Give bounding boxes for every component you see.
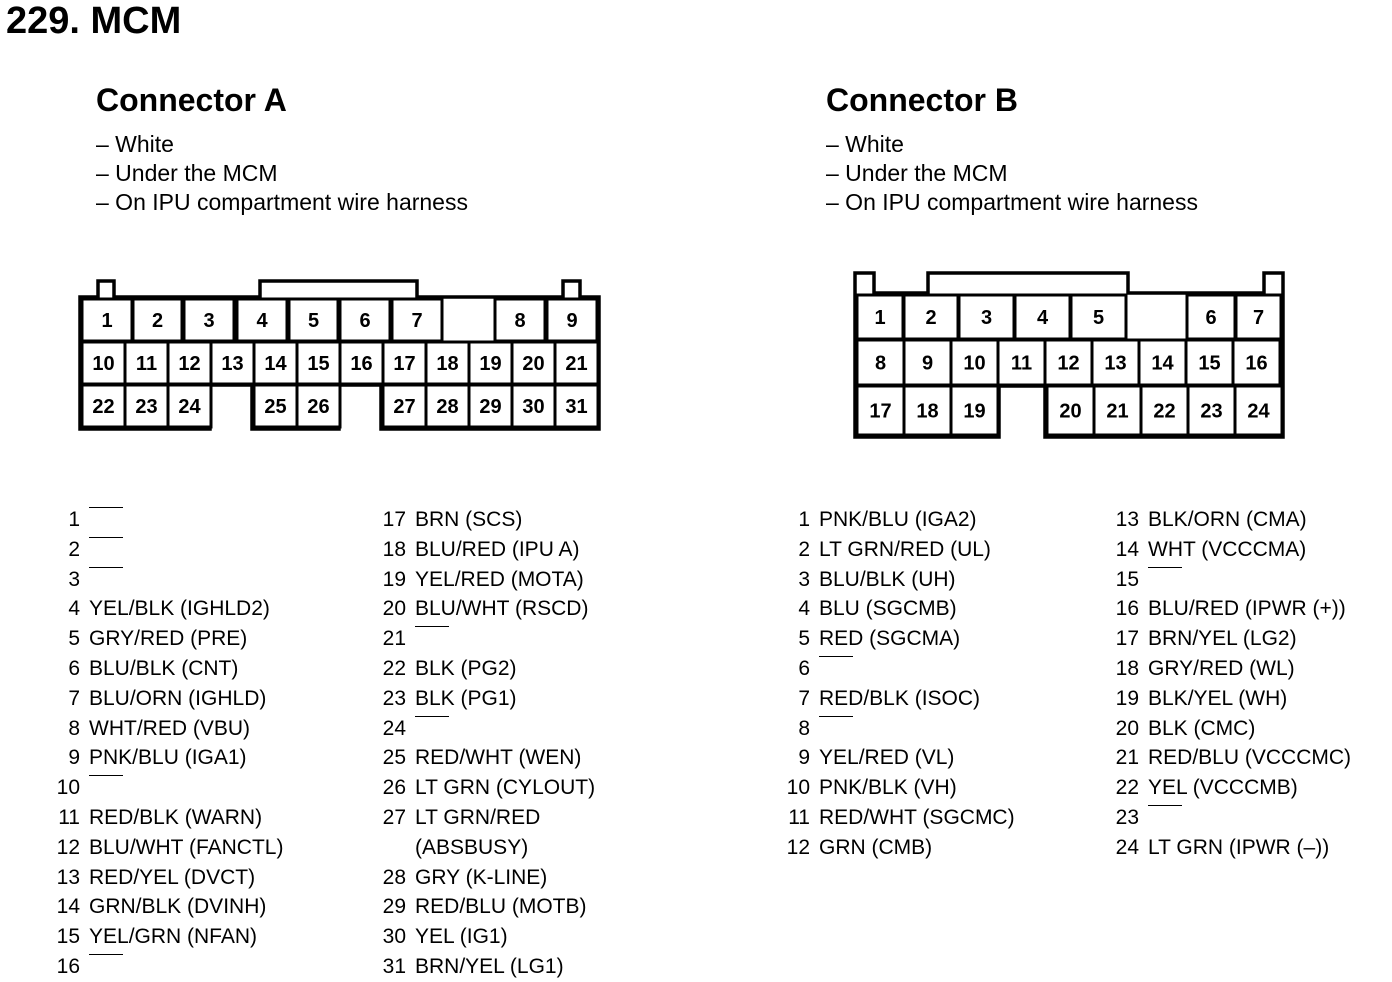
wire-description: BLK (PG2) [415,656,517,680]
connector-a-title: Connector A [96,82,287,118]
connector-a-pin-row [56,922,283,952]
pin-number: 16 [1115,597,1139,621]
pin-number: 28 [382,865,406,889]
pin-number: 13 [1115,508,1139,531]
connector-b-pin-number: 6 [1205,307,1217,329]
pin-number: 8 [68,716,80,740]
connector-b-pin-row [1115,803,1351,833]
pin-number: 10 [786,776,810,800]
pin-number: 9 [798,746,810,770]
wire-description: RED/YEL (DVCT) [89,865,256,889]
connector-a-pin-number: 2 [151,310,164,332]
connector-a-pin-number: 24 [178,396,201,418]
wire-description: YEL/BLK (IGHLD2) [89,597,270,621]
connector-a-pin-row [382,803,595,863]
no-wire-dash [89,775,123,803]
connector-b-note-color: – White [826,131,904,157]
wire-description: WHT (VCCCMA) [1148,537,1307,561]
wire-description: RED/BLU (VCCCMC) [1148,746,1352,770]
wire-description: BLK/ORN (CMA) [1148,508,1307,531]
connector-a-pin-row [382,624,595,654]
wire-description: BLU/BLK (CNT) [89,656,239,680]
connector-a-pin-number: 18 [436,353,459,375]
connector-b-title: Connector B [826,82,1018,118]
pin-number: 8 [798,716,810,740]
no-wire-dash [819,716,853,744]
connector-a-pin-row [56,535,283,565]
connector-a-pin-row [382,535,595,565]
connector-b-pin-number: 4 [1036,307,1049,329]
connector-a-pin-number: 5 [307,310,320,332]
connector-a-pin-number: 12 [178,353,201,375]
pin-number: 31 [382,954,406,978]
connector-a-pin-number: 17 [393,353,416,375]
connector-a-pin-number: 27 [393,396,416,418]
connector-a-pin-number: 11 [135,353,158,375]
connector-a-pin-number: 8 [514,310,526,332]
connector-b-pin-number: 14 [1151,352,1174,375]
pin-number: 18 [1115,656,1139,680]
connector-a-pin-row [382,952,595,982]
pin-number: 22 [1115,776,1139,800]
connector-a-pin-number: 22 [92,396,115,418]
no-wire-dash [819,656,853,684]
pin-number: 5 [68,627,80,651]
pin-number: 16 [56,954,80,978]
wire-description: RED/BLU (MOTB) [415,895,587,919]
pin-number: 2 [68,537,80,561]
connector-b-pin-row [786,594,1015,624]
pin-number: 22 [382,656,406,680]
connector-a-pin-row [382,654,595,684]
connector-a-pin-number: 15 [307,353,330,375]
pin-number: 1 [798,508,810,531]
no-wire-dash [89,537,123,565]
pin-number: 1 [68,508,80,531]
wire-description: BRN (SCS) [415,508,523,531]
connector-b-pin-row [1115,743,1351,773]
connector-b-pin-row [1115,714,1351,744]
pin-number: 12 [56,835,80,859]
connector-b-pin-row [786,743,1015,773]
no-wire-dash [415,716,449,744]
connector-a-pin-number: 25 [264,396,287,418]
pin-number: 4 [68,597,80,621]
connector-b-pin-number: 8 [874,352,887,375]
pin-number: 17 [1115,627,1139,651]
pin-number: 9 [68,746,80,770]
connector-b-pinlist-col2 [1115,505,1351,863]
pin-number: 23 [1115,805,1139,829]
connector-b-pin-number: 24 [1247,400,1270,423]
connector-a-pin-number: 4 [256,310,268,332]
pin-number: 29 [382,895,406,919]
wire-description: BLU (SGCMB) [819,597,957,621]
wire-description: GRY/RED (WL) [1148,656,1295,680]
pin-number: 20 [1115,716,1139,740]
connector-b-pin-number: 13 [1104,352,1127,375]
connector-b-pin-row [786,833,1015,863]
wire-description: BLU/ORN (IGHLD) [89,686,267,710]
connector-a-note-location: – Under the MCM [96,160,278,186]
pin-number: 20 [382,597,406,621]
connector-b-pin-row [1115,684,1351,714]
connector-a-pin-row [382,565,595,595]
wire-description: YEL (IG1) [415,925,508,949]
wire-description: YEL (VCCCMB) [1148,776,1298,800]
no-wire-dash [89,954,123,982]
wire-description: BLU/BLK (UH) [819,567,956,591]
no-wire-dash [1148,567,1182,595]
wire-description: BLK/YEL (WH) [1148,686,1288,710]
connector-b-pin-row [786,654,1015,684]
pin-number: 2 [798,537,810,561]
connector-a-pin-row [56,803,283,833]
pin-number: 3 [798,567,810,591]
wire-description: YEL/RED (VL) [819,746,955,770]
connector-a-note-harness: – On IPU compartment wire harness [96,189,468,215]
pin-number: 7 [798,686,810,710]
pin-number: 11 [58,805,80,829]
pin-number: 13 [56,865,80,889]
pin-number: 19 [382,567,406,591]
wire-description-continued: (ABSBUSY) [415,835,529,859]
connector-b-pin-row [1115,624,1351,654]
connector-a-pinlist-col2 [382,505,595,982]
connector-a-pin-row [382,773,595,803]
pin-number: 27 [382,805,406,829]
connector-a-pin-row [56,624,283,654]
pin-number: 10 [56,776,80,800]
no-wire-dash [89,507,123,535]
wire-description: BLK (CMC) [1148,716,1256,740]
connector-a-pin-row [382,684,595,714]
connector-b-pin-number: 7 [1252,307,1265,329]
pin-number: 14 [56,895,80,919]
connector-a-pin-number: 14 [264,353,287,375]
connector-a-pin-row [56,773,283,803]
connector-a-pin-number: 20 [522,353,545,375]
pin-number: 17 [382,508,406,531]
connector-a-pin-row [382,922,595,952]
connector-b-pin-row [786,505,1015,535]
connector-a-pin-row [382,714,595,744]
connector-b-pin-row [786,624,1015,654]
no-wire-dash [89,567,123,595]
connector-a-pin-number: 19 [479,353,502,375]
pin-number: 21 [1115,746,1139,770]
pin-number: 23 [382,686,406,710]
wire-description: PNK/BLK (VH) [819,776,957,800]
connector-a-note-color: – White [96,131,174,157]
wire-description: RED/WHT (WEN) [415,746,582,770]
no-wire-dash [1148,805,1182,833]
connector-b-pin-number: 16 [1245,352,1268,375]
pin-number: 19 [1115,686,1139,710]
connector-b-pin-number: 5 [1092,307,1105,329]
wire-description: RED (SGCMA) [819,627,961,651]
pin-number: 18 [382,537,406,561]
wire-description: LT GRN/RED [415,805,541,829]
connector-a-pin-row [56,892,283,922]
connector-a-pin-row [382,743,595,773]
pin-number: 3 [68,567,80,591]
wire-description: BRN/YEL (LG1) [415,954,564,978]
connector-b-pin-number: 20 [1059,400,1082,423]
connector-b-pin-row [786,803,1015,833]
connector-b-pin-row [1115,833,1351,863]
connector-b-pin-number: 3 [980,307,993,329]
connector-a-pin-number: 26 [307,396,330,418]
connector-b-pin-number: 22 [1153,400,1176,423]
connector-a-pin-row [382,505,595,535]
connector-b-pinlist-col1 [786,505,1015,863]
pin-number: 14 [1115,537,1139,561]
wire-description: GRN/BLK (DVINH) [89,895,267,919]
wire-description: WHT/RED (VBU) [89,716,250,740]
connector-b-pin-row [1115,565,1351,595]
pin-number: 15 [1115,567,1139,591]
connector-b-pin-number: 2 [925,307,937,329]
wire-description: BLK (PG1) [415,686,517,710]
wire-description: YEL/RED (MOTA) [415,567,584,591]
connector-a-pin-row [56,952,283,982]
wire-description: BLU/RED (IPWR (+)) [1148,597,1346,621]
connector-b-pin-number: 9 [921,352,934,375]
connector-a-pin-row [56,505,283,535]
connector-a-pin-number: 10 [92,353,115,375]
connector-b-pin-number: 19 [963,400,986,423]
connector-b-pin-row [1115,773,1351,803]
wire-description: GRY (K-LINE) [415,865,548,889]
connector-a-pin-row [382,594,595,624]
connector-a-pin-row [56,594,283,624]
wire-description: GRY/RED (PRE) [89,627,248,651]
connector-b-pin-number: 1 [874,307,886,329]
wire-description: BLU/RED (IPU A) [415,537,580,561]
connector-b-pin-row [786,535,1015,565]
connector-b-pin-row [1115,654,1351,684]
wire-description: RED/BLK (WARN) [89,805,263,829]
connector-a-pin-number: 1 [101,310,113,332]
connector-b-pin-row [1115,535,1351,565]
connector-a-pin-number: 7 [411,310,423,332]
connector-a-pin-row [382,863,595,893]
pin-number: 4 [798,597,810,621]
connector-a-pin-row [56,863,283,893]
connector-a-pin-number: 6 [359,310,371,332]
connector-b-pin-row [1115,594,1351,624]
pin-number: 6 [798,656,810,680]
wire-description: RED/WHT (SGCMC) [819,805,1015,829]
connector-b-pin-row [786,565,1015,595]
connector-a-pin-row [56,714,283,744]
wire-description: BRN/YEL (LG2) [1148,627,1297,651]
connector-b-pin-row [1115,505,1351,535]
connector-a-pin-number: 31 [565,396,588,418]
connector-a-pin-number: 21 [565,353,588,375]
connector-b-note-harness: – On IPU compartment wire harness [826,189,1198,215]
connector-a-pin-number: 23 [135,396,158,418]
connector-a-pin-number: 29 [479,396,502,418]
wire-description: PNK/BLU (IGA2) [819,508,977,531]
pin-number: 26 [382,776,406,800]
connector-b-pin-row [786,773,1015,803]
wire-description: BLU/WHT (FANCTL) [89,835,284,859]
connector-a-pin-number: 3 [203,310,215,332]
connector-a-pin-row [382,892,595,922]
connector-b-note-location: – Under the MCM [826,160,1008,186]
pin-number: 25 [382,746,406,770]
connector-b-pin-number: 10 [963,352,986,375]
connector-a-pin-row [56,833,283,863]
connector-a-pin-row [56,565,283,595]
connector-b-pin-row [786,684,1015,714]
page-title: 229. MCM [6,0,182,42]
pin-number: 6 [68,656,80,680]
pin-number: 15 [56,925,80,949]
connector-b-pin-number: 11 [1010,352,1033,375]
pin-number: 5 [798,627,810,651]
connector-a-pin-number: 16 [350,353,373,375]
connector-b-pin-row [786,714,1015,744]
connector-a-pin-row [56,654,283,684]
connector-a-pin-number: 30 [522,396,545,418]
wire-description: LT GRN (IPWR (–)) [1148,835,1330,859]
wire-description: YEL/GRN (NFAN) [89,925,258,949]
connector-a-pin-row [56,684,283,714]
pin-number: 30 [382,925,406,949]
connector-a-pin-row [56,743,283,773]
pin-number: 21 [382,627,406,651]
wire-description: RED/BLK (ISOC) [819,686,981,710]
connector-a-pin-number: 9 [566,310,578,332]
wire-description: GRN (CMB) [819,835,933,859]
connector-a-pin-number: 28 [436,396,459,418]
pin-number: 11 [788,805,810,829]
connector-a-pinlist-col1 [56,505,283,982]
connector-a-pin-number: 13 [221,353,244,375]
connector-b-pin-number: 18 [916,400,939,423]
wire-description: PNK/BLU (IGA1) [89,746,247,770]
wire-description: BLU/WHT (RSCD) [415,597,589,621]
connector-b-pin-number: 17 [869,400,892,423]
wire-description: LT GRN (CYLOUT) [415,776,596,800]
wire-description: LT GRN/RED (UL) [819,537,991,561]
pin-number: 7 [68,686,80,710]
connector-b-pin-number: 21 [1106,400,1129,423]
connector-b-pin-number: 12 [1057,352,1080,375]
pin-number: 24 [382,716,406,740]
connector-b-pin-number: 23 [1200,400,1223,423]
pin-number: 24 [1115,835,1139,859]
connector-b-pin-number: 15 [1198,352,1221,375]
no-wire-dash [415,626,449,654]
pin-number: 12 [786,835,810,859]
